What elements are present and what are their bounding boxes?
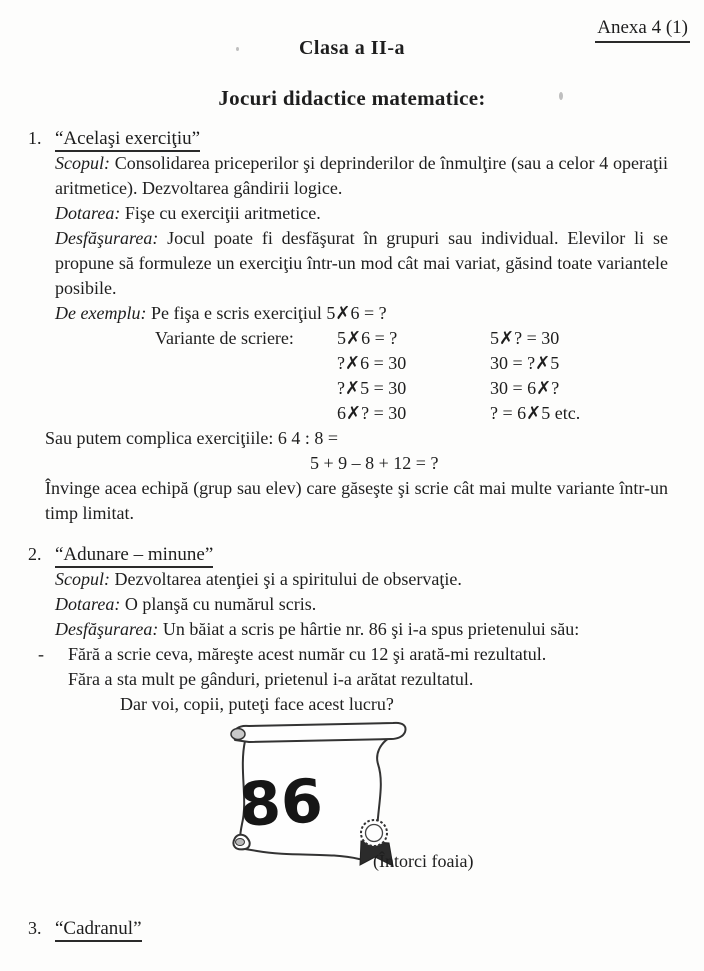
scopul-text: Dezvoltarea atenţiei şi a spiritului de observaţie. (114, 569, 462, 589)
exemplu-paragraph (55, 301, 668, 326)
desfasurarea-paragraph (55, 226, 668, 301)
dotarea-paragraph (55, 592, 668, 617)
dotarea-label: Dotarea: (55, 594, 121, 614)
equation: ?✗6 = 30 (337, 353, 407, 373)
equation: ? = 6✗5 etc. (490, 403, 581, 423)
parchment-scroll-image (211, 721, 426, 867)
dialog-text: Fără a scrie ceva, măreşte acest număr cu 12 şi arată-mi rezultatul. (68, 644, 547, 664)
dialog-line (38, 642, 668, 667)
variants-column-2 (490, 326, 580, 426)
section-title: “Adunare – minune” (55, 544, 213, 568)
desfasurarea-text: Jocul poate fi desfăşurat în grupuri sau individual. Elevilor li se propune să formuleze un exerciţiu într-un mod cât mai variat, găsind toate variantele posibile. (55, 228, 668, 298)
dotarea-text: Fişe cu exerciţii aritmetice. (124, 203, 321, 223)
annex-label: Anexa 4 (1) (595, 15, 690, 43)
section-number: 2. (28, 544, 42, 564)
scroll-illustration (211, 721, 668, 867)
section-heading (28, 916, 668, 941)
desfasurarea-label: Desfăşurarea: (55, 228, 159, 248)
exemplu-label: De exemplu: (55, 303, 147, 323)
scopul-text: Consolidarea priceperilor şi deprinderilor de înmulţire (sau a celor 4 operaţii aritmetice). Dezvoltarea gândirii logice. (55, 153, 668, 198)
page-title: Jocuri didactice matematice: (218, 86, 486, 110)
scopul-label: Scopul: (55, 569, 110, 589)
winner-paragraph: Învinge acea echipă (grup sau elev) care găseşte şi scrie cât mai multe variante într-un timp limitat. (45, 478, 668, 523)
seal-inner-ring (366, 825, 383, 842)
variants-column-1 (337, 326, 406, 426)
section-heading (28, 542, 668, 567)
equation: ?✗5 = 30 (337, 378, 407, 398)
desfasurarea-label: Desfăşurarea: (55, 619, 159, 639)
scan-artifact (559, 92, 563, 100)
variants-label: Variante de scriere: (155, 328, 294, 348)
section-cadranul (28, 916, 668, 941)
section-title: “Cadranul” (55, 918, 142, 942)
desfasurarea-text: Un băiat a scris pe hârtie nr. 86 şi i-a spus prietenului său: (162, 619, 580, 639)
variants-table (55, 326, 668, 426)
section-heading (28, 126, 668, 151)
section-number: 1. (28, 128, 42, 148)
section-number: 3. (28, 918, 42, 938)
dialog-line: Dar voi, copii, puteţi face acest lucru? (120, 694, 394, 714)
section-adunare-minune (28, 542, 668, 874)
section-title: “Acelaşi exerciţiu” (55, 128, 200, 152)
document-body (28, 126, 668, 941)
desfasurarea-paragraph (55, 617, 668, 642)
equation: 5✗? = 30 (490, 328, 560, 348)
equation: 30 = ?✗5 (490, 353, 560, 373)
equation: 5✗6 = ? (337, 328, 398, 348)
dotarea-text: O planşă cu numărul scris. (124, 594, 317, 614)
section-acelasi-exercitiu (28, 126, 668, 526)
scopul-label: Scopul: (55, 153, 110, 173)
class-title: Clasa a II-a (298, 37, 405, 59)
equation: 6✗? = 30 (337, 403, 407, 423)
complication-equation: 5 + 9 – 8 + 12 = ? (310, 453, 439, 473)
scroll-top-roll (234, 723, 406, 742)
scroll-number: 86 (237, 766, 325, 841)
scan-artifact (236, 47, 239, 51)
equation: 30 = 6✗? (490, 378, 560, 398)
dialog-line: Făra a sta mult pe gânduri, prietenul i-a arătat rezultatul. (68, 669, 474, 689)
exemplu-text: Pe fişa e scris exerciţiul 5✗6 = ? (150, 303, 387, 323)
scopul-paragraph (55, 567, 668, 592)
scopul-paragraph (55, 151, 668, 201)
turn-page-note: (Întorci foaia) (373, 851, 474, 871)
dash-bullet: - (38, 644, 44, 664)
complication-line: Sau putem complica exerciţiile: 6 4 : 8 = (45, 428, 339, 448)
dotarea-paragraph (55, 201, 668, 226)
dotarea-label: Dotarea: (55, 203, 121, 223)
scroll-top-curl (231, 729, 245, 740)
